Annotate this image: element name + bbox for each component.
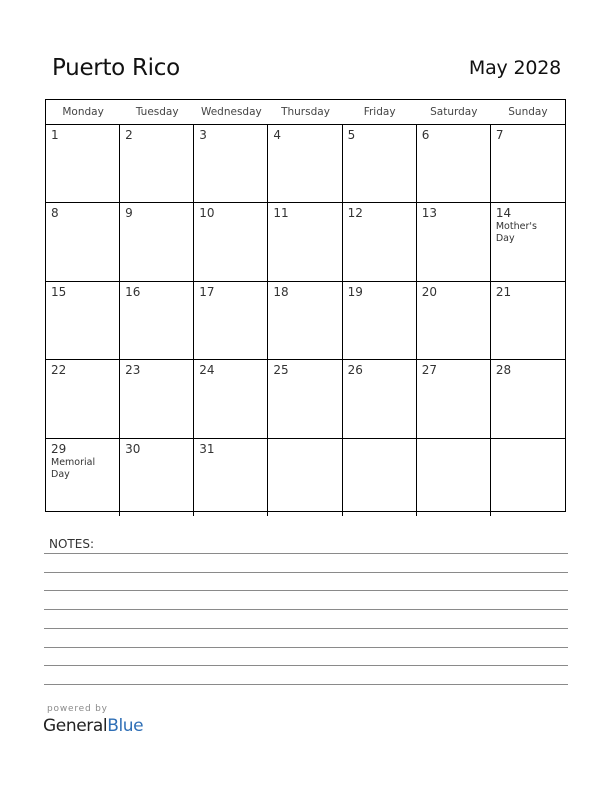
notes-line (44, 647, 568, 648)
weekday-tuesday: Tuesday (135, 106, 179, 118)
notes-line (44, 590, 568, 591)
day-cell (417, 203, 491, 280)
day-cell (343, 439, 417, 516)
holiday-label: Mother's Day (495, 221, 537, 245)
day-number: 6 (421, 128, 430, 142)
day-cell (46, 125, 120, 202)
day-number: 13 (421, 206, 437, 221)
day-number: 19 (347, 284, 363, 299)
day-cell (268, 203, 342, 280)
day-cell (343, 360, 417, 437)
day-cell (120, 203, 194, 280)
day-number: 10 (199, 206, 215, 221)
day-cell (491, 360, 565, 437)
day-cell (343, 203, 417, 280)
day-number: 25 (273, 363, 289, 378)
day-number: 30 (125, 441, 141, 456)
day-number: 9 (125, 206, 133, 221)
day-cell (46, 360, 120, 437)
day-cell (343, 282, 417, 359)
week-row (46, 360, 565, 438)
day-cell (46, 439, 120, 516)
day-number: 26 (347, 363, 363, 378)
day-number: 14 (495, 206, 512, 221)
day-cell (46, 282, 120, 359)
day-number: 12 (347, 206, 363, 221)
day-cell (194, 282, 268, 359)
weekday-thursday: Thursday (281, 106, 330, 118)
day-cell (491, 125, 565, 202)
day-number: 20 (421, 284, 437, 299)
day-number: 18 (273, 284, 289, 299)
day-cell (491, 203, 565, 280)
day-cell (194, 439, 268, 516)
day-number: 24 (199, 363, 215, 378)
day-cell (46, 203, 120, 280)
day-cell (268, 360, 342, 437)
notes-line (44, 553, 568, 554)
weekday-saturday: Saturday (430, 106, 478, 118)
day-number: 23 (125, 363, 141, 378)
week-row (46, 125, 565, 203)
day-number: 28 (495, 363, 512, 378)
holiday-label: Memorial Day (51, 456, 96, 480)
day-number: 21 (495, 284, 512, 299)
week-row (46, 203, 565, 281)
month-title: May 2028 (468, 57, 561, 79)
day-cell (194, 360, 268, 437)
brand-blue-text: Blue (107, 716, 144, 736)
day-number: 1 (51, 128, 59, 142)
country-title: Puerto Rico (52, 55, 180, 81)
day-cell (120, 282, 194, 359)
day-cell (417, 360, 491, 437)
powered-by-text: powered by (47, 704, 108, 714)
day-number: 5 (347, 128, 356, 142)
day-cell (343, 125, 417, 202)
day-number: 7 (495, 128, 504, 142)
notes-label: NOTES: (49, 537, 94, 551)
day-cell (268, 125, 342, 202)
notes-line (44, 572, 568, 573)
day-cell (417, 439, 491, 516)
day-number: 2 (125, 128, 133, 142)
day-number: 4 (273, 128, 282, 142)
weekday-sunday: Sunday (508, 106, 548, 118)
day-cell (417, 125, 491, 202)
day-cell (491, 439, 565, 516)
brand-logo (43, 716, 143, 736)
weekday-wednesday: Wednesday (200, 106, 262, 118)
day-number: 27 (421, 363, 437, 378)
brand-general-text: General (43, 716, 108, 736)
day-cell (120, 125, 194, 202)
weekday-monday: Monday (62, 106, 104, 118)
calendar-grid (45, 99, 566, 512)
day-number: 8 (51, 206, 59, 221)
weekday-header-row (46, 100, 565, 125)
day-number: 29 (51, 441, 67, 456)
week-row (46, 282, 565, 360)
day-cell (268, 439, 342, 516)
notes-line (44, 628, 568, 629)
week-row (46, 439, 565, 516)
day-cell (417, 282, 491, 359)
day-cell (120, 360, 194, 437)
day-cell (120, 439, 194, 516)
day-number: 11 (273, 206, 289, 221)
day-cell (268, 282, 342, 359)
day-number: 16 (125, 284, 141, 299)
day-cell (194, 203, 268, 280)
weekday-friday: Friday (363, 106, 396, 118)
notes-line (44, 665, 568, 666)
day-cell (491, 282, 565, 359)
day-number: 17 (199, 284, 215, 299)
day-cell (194, 125, 268, 202)
notes-line (44, 684, 568, 685)
day-number: 22 (51, 363, 67, 378)
day-number: 3 (199, 128, 207, 142)
day-number: 31 (199, 441, 215, 456)
notes-line (44, 609, 568, 610)
day-number: 15 (51, 284, 67, 299)
